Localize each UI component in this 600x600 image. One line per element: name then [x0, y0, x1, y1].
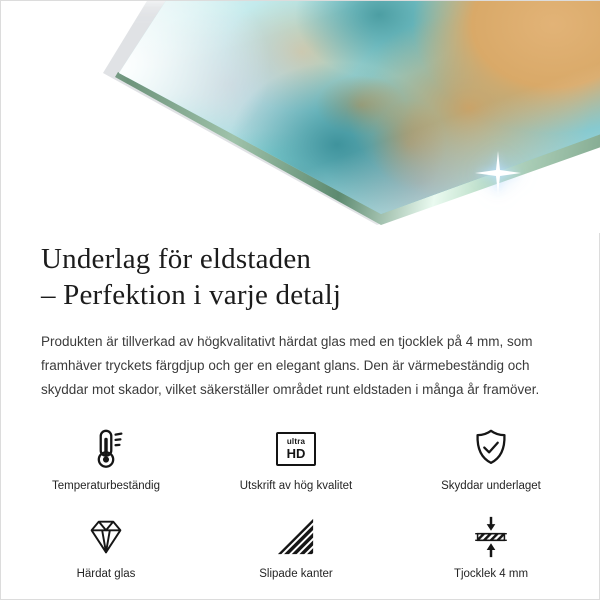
ultra-hd-icon: ultra HD — [276, 424, 316, 474]
thermometer-icon — [83, 424, 129, 474]
page-title-line1: Underlag för eldstaden — [41, 243, 312, 275]
product-description-section — [1, 233, 599, 592]
feature-thickness — [421, 512, 561, 592]
feature-temperature-resistant — [41, 424, 171, 504]
feature-tempered-glass — [41, 512, 171, 592]
feature-polished-edges — [171, 512, 421, 592]
page-title-line2: – Perfektion i varje detalj — [41, 279, 342, 311]
feature-label: Tjocklek 4 mm — [453, 568, 529, 580]
polished-edges-icon — [273, 512, 319, 562]
diamond-icon — [83, 512, 129, 562]
feature-label: Slipade kanter — [259, 568, 333, 580]
sparkle-icon — [474, 149, 522, 197]
feature-grid — [41, 424, 561, 592]
feature-label: Härdat glas — [76, 568, 136, 580]
feature-label: Skyddar underlaget — [441, 480, 541, 492]
glass-reflection-sheen — [1, 1, 600, 233]
product-hero-image — [1, 1, 600, 233]
feature-label: Temperaturbeständig — [51, 480, 161, 492]
feature-protects-surface — [421, 424, 561, 504]
page-title — [41, 241, 559, 313]
thickness-icon — [468, 512, 514, 562]
feature-print-quality — [171, 424, 421, 504]
product-description-text: Produkten är tillverkad av högkvalitativt härdat glas med en tjocklek på 4 mm, som framhäver tryckets färgdjup och ger en elegant glans. Den är värmebeständig och skyddar mot skador, vilket säkerställer området runt eldstaden i många år framöver. — [41, 334, 540, 397]
feature-label: Utskrift av hög kvalitet — [239, 480, 353, 492]
shield-check-icon — [468, 424, 514, 474]
